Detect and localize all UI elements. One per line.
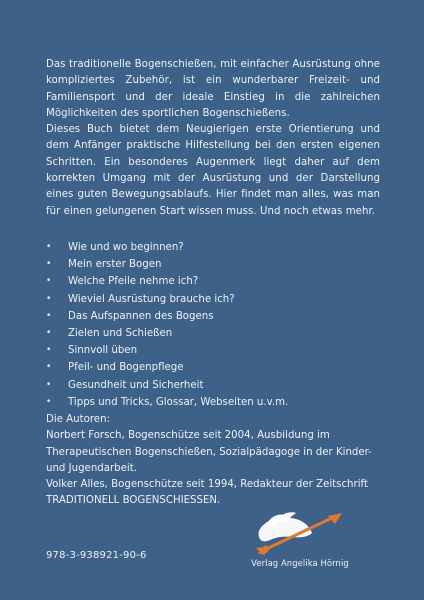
author-norbert-forsch: Norbert Forsch, Bogenschütze seit 2004, Ausbildung im Therapeutischen Bogenschießen, Sozialpädagoge in der Kinder- und Jugendarbeit. [46, 430, 372, 474]
list-item-label: Wie und wo beginnen? [68, 242, 184, 253]
list-item [46, 359, 380, 376]
bullet-icon: • [46, 242, 52, 252]
list-item [46, 291, 380, 308]
bullet-icon: • [46, 396, 52, 407]
list-item [46, 273, 380, 290]
bullet-icon: • [46, 379, 52, 390]
list-item-label: Das Aufspannen des Bogens [68, 310, 214, 322]
description-paragraph-2: Dieses Buch bietet dem Neugierigen erste Orientierung und dem Anfänger praktische Hilfestellung bei den ersten eigenen Schritten. Ein besonderes Augenmerk liegt daher auf dem korrekten Umgang mit der Ausrüstung und der Darstellung eines guten Bewegungsablaufs. Hier findet man alles, was man für einen gelungenen Start wissen muss. Und noch etwas mehr. [46, 124, 380, 217]
list-item [46, 256, 380, 273]
bullet-icon: • [46, 259, 52, 270]
author-volker-alles-line-2: TRADITIONELL BOGENSCHIESSEN. [46, 495, 221, 507]
list-item [46, 308, 380, 325]
bullet-icon: • [46, 362, 52, 373]
list-item [46, 239, 380, 256]
description-paragraph-1: Das traditionelle Bogenschießen, mit einfacher Ausrüstung ohne kompliziertes Zubehör, ist ein wunderbarer Freizeit- und Familiensport und der ideale Einstieg in die zahlreichen Möglichkeiten des sportlichen Bogenschießens. [46, 59, 380, 119]
list-item-label: Mein erster Bogen [68, 259, 162, 271]
authors-heading: Die Autoren: [46, 414, 110, 425]
bullet-icon: • [46, 310, 52, 321]
bullet-icon: • [46, 293, 52, 304]
bullet-icon: • [46, 276, 52, 287]
list-item-label: Tipps und Tricks, Glossar, Webseiten u.v.m. [68, 396, 289, 408]
list-item [46, 325, 380, 342]
authors-section [46, 412, 386, 510]
bullet-icon: • [46, 345, 52, 356]
isbn: 978-3-938921-90-6 [46, 550, 147, 561]
book-description [46, 57, 380, 220]
list-item [46, 377, 380, 394]
list-item-label: Pfeil- und Bogenpflege [68, 362, 184, 374]
hand-arrow-logo-icon [252, 507, 348, 557]
list-item-label: Sinnvoll üben [68, 345, 138, 357]
author-volker-alles-line-1: Volker Alles, Bogenschütze seit 1994, Redakteur der Zeitschrift [46, 479, 368, 491]
contents-list [46, 239, 380, 411]
list-item [46, 394, 380, 411]
list-item [46, 342, 380, 359]
list-item-label: Zielen und Schießen [68, 327, 173, 339]
list-item-label: Welche Pfeile nehme ich? [68, 276, 199, 288]
list-item-label: Gesundheit und Sicherheit [68, 379, 204, 391]
bullet-icon: • [46, 327, 52, 338]
publisher-name: Verlag Angelika Hörnig [251, 558, 349, 568]
list-item-label: Wieviel Ausrüstung brauche ich? [68, 293, 235, 305]
